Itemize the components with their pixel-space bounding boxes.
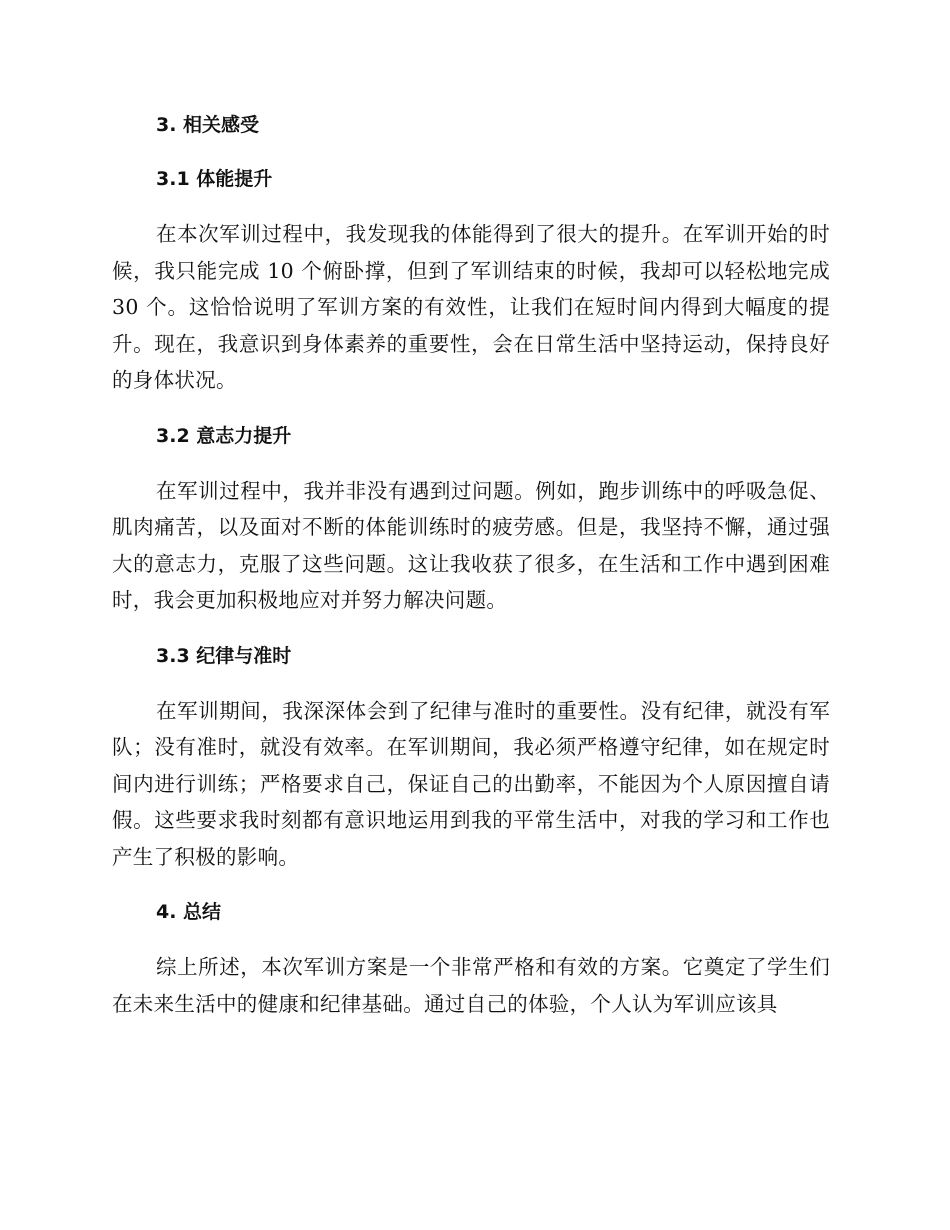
spacer	[112, 619, 830, 643]
spacer	[112, 449, 830, 473]
section-3-1-paragraph: 在本次军训过程中，我发现我的体能得到了很大的提升。在军训开始的时候，我只能完成 10 个俯卧撑，但到了军训结束的时候，我却可以轻松地完成 30 个。这恰恰说明了军训方案的有效性，让我们在短时间内得到大幅度的提升。现在，我意识到身体素养的重要性，会在日常生活中坚持运动，保持良好的身体状况。	[112, 222, 830, 392]
spacer	[112, 138, 830, 166]
section-4-heading: 4. 总结	[156, 901, 222, 923]
section-3-2-paragraph: 在军训过程中，我并非没有遇到过问题。例如，跑步训练中的呼吸急促、肌肉痛苦，以及面对不断的体能训练时的疲劳感。但是，我坚持不懈，通过强大的意志力，克服了这些问题。这让我收获了很多，在生活和工作中遇到困难时，我会更加积极地应对并努力解决问题。	[112, 478, 830, 612]
spacer	[112, 192, 830, 216]
spacer	[112, 875, 830, 899]
section-3-1-heading: 3.1 体能提升	[156, 168, 273, 190]
spacer	[112, 399, 830, 423]
section-3-3-heading: 3.3 纪律与准时	[156, 644, 292, 667]
document-content	[112, 112, 830, 1022]
section-3-2-heading: 3.2 意志力提升	[156, 424, 292, 447]
spacer	[112, 669, 830, 693]
section-3-heading: 3. 相关感受	[156, 114, 260, 136]
spacer	[112, 925, 830, 949]
section-3-3-paragraph: 在军训期间，我深深体会到了纪律与准时的重要性。没有纪律，就没有军队；没有准时，就没有效率。在军训期间，我必须严格遵守纪律，如在规定时间内进行训练；严格要求自己，保证自己的出勤率，不能因为个人原因擅自请假。这些要求我时刻都有意识地运用到我的平常生活中，对我的学习和工作也产生了积极的影响。	[112, 698, 830, 869]
section-4-paragraph: 综上所述，本次军训方案是一个非常严格和有效的方案。它奠定了学生们在未来生活中的健康和纪律基础。通过自己的体验，个人认为军训应该具	[112, 955, 830, 1016]
